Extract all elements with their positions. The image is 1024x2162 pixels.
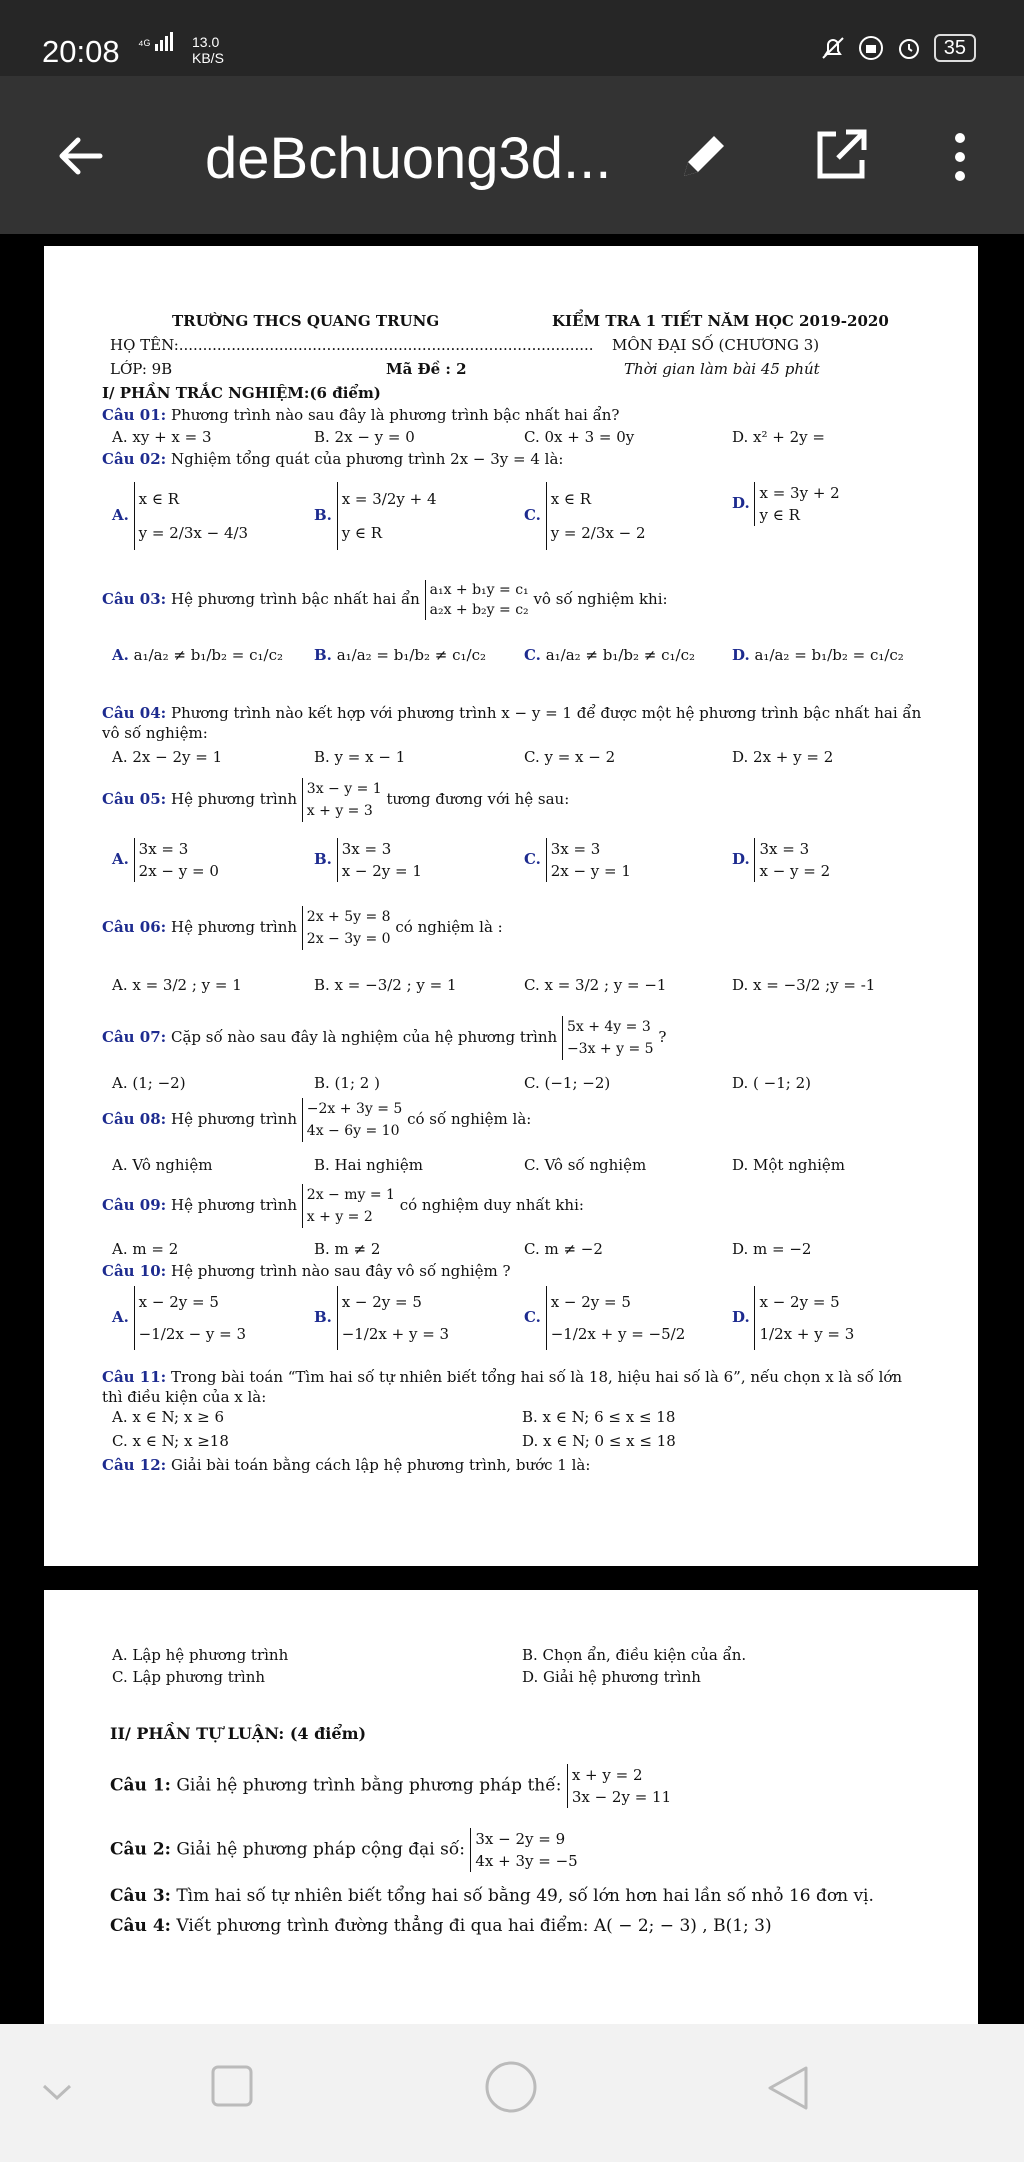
- part1-heading: I/ PHẦN TRẮC NGHIỆM:(6 điểm): [102, 384, 381, 402]
- q12-option-a: A. Lập hệ phương trình: [112, 1646, 289, 1664]
- more-options-icon[interactable]: [940, 128, 980, 186]
- q3-option-d: D. a₁/a₂ = b₁/b₂ = c₁/c₂: [732, 646, 904, 664]
- q2-option-d: D. x = 3y + 2 y ∈ R: [732, 484, 840, 524]
- mute-icon: [820, 35, 846, 61]
- question-6: Câu 06: Hệ phương trình 2x + 5y = 8 2x − 3y = 0 có nghiệm là :: [102, 906, 503, 950]
- essay-1: Câu 1: Giải hệ phương trình bằng phương pháp thế: x + y = 2 3x − 2y = 11: [110, 1766, 672, 1806]
- q11-option-c: C. x ∈ N; x ≥18: [112, 1432, 229, 1450]
- q8-option-c: C. Vô số nghiệm: [524, 1156, 647, 1174]
- edit-pencil-icon[interactable]: [676, 128, 732, 184]
- question-1: Câu 01: Phương trình nào sau đây là phương trình bậc nhất hai ẩn?: [102, 406, 620, 424]
- q3-option-b: B. a₁/a₂ = b₁/b₂ ≠ c₁/c₂: [314, 646, 487, 664]
- back-triangle-icon[interactable]: [764, 2064, 812, 2112]
- q8-option-d: D. Một nghiệm: [732, 1156, 846, 1174]
- name-line: HỌ TÊN:.......................................................................................: [110, 336, 594, 354]
- document-viewer[interactable]: [0, 234, 1024, 2024]
- q10-option-b: B. x − 2y = 5 −1/2x + y = 3: [314, 1286, 449, 1350]
- exam-title: KIỂM TRA 1 TIẾT NĂM HỌC 2019-2020: [552, 312, 889, 330]
- q7-option-a: A. (1; −2): [112, 1074, 186, 1092]
- q4-option-a: A. 2x − 2y = 1: [112, 748, 223, 766]
- q6-option-c: C. x = 3/2 ; y = −1: [524, 976, 667, 994]
- question-4-cont: vô số nghiệm:: [102, 724, 208, 742]
- question-11-cont: thì điều kiện của x là:: [102, 1388, 267, 1406]
- chevron-down-icon[interactable]: [40, 2080, 74, 2104]
- question-4: Câu 04: Phương trình nào kết hợp với phương trình x − y = 1 để được một hệ phương trình bậc nhất hai ẩn: [102, 704, 922, 722]
- q9-option-d: D. m = −2: [732, 1240, 812, 1258]
- q11-option-b: B. x ∈ N; 6 ≤ x ≤ 18: [522, 1408, 676, 1426]
- q6-option-a: A. x = 3/2 ; y = 1: [112, 976, 242, 994]
- q9-option-b: B. m ≠ 2: [314, 1240, 381, 1258]
- question-7: Câu 07: Cặp số nào sau đây là nghiệm của hệ phương trình 5x + 4y = 3 −3x + y = 5 ?: [102, 1016, 666, 1060]
- q8-option-a: A. Vô nghiệm: [112, 1156, 213, 1174]
- question-3: Câu 03: Hệ phương trình bậc nhất hai ẩn a₁x + b₁y = c₁ a₂x + b₂y = c₂ vô số nghiệm khi:: [102, 582, 668, 618]
- q7-option-d: D. ( −1; 2): [732, 1074, 811, 1092]
- q5-option-a: A. 3x = 3 2x − y = 0: [112, 840, 219, 880]
- question-8: Câu 08: Hệ phương trình −2x + 3y = 5 4x − 6y = 10 có số nghiệm là:: [102, 1098, 531, 1142]
- q4-option-d: D. 2x + y = 2: [732, 748, 834, 766]
- q8-option-b: B. Hai nghiệm: [314, 1156, 423, 1174]
- part2-heading: II/ PHẦN TỰ LUẬN: (4 điểm): [110, 1724, 367, 1743]
- app-toolbar: [0, 76, 1024, 234]
- q9-option-a: A. m = 2: [112, 1240, 179, 1258]
- q6-option-d: D. x = −3/2 ;y = -1: [732, 976, 876, 994]
- clock: 20:08: [42, 34, 120, 69]
- school-name: TRƯỜNG THCS QUANG TRUNG: [172, 312, 440, 330]
- q7-option-b: B. (1; 2 ): [314, 1074, 380, 1092]
- q11-option-a: A. x ∈ N; x ≥ 6: [112, 1408, 224, 1426]
- question-11: Câu 11: Trong bài toán “Tìm hai số tự nhiên biết tổng hai số là 18, hiệu hai số là 6”, nếu chọn x là số lớn: [102, 1368, 903, 1386]
- subject: MÔN ĐẠI SỐ (CHƯƠNG 3): [612, 336, 820, 354]
- q4-option-c: C. y = x − 2: [524, 748, 616, 766]
- question-12: Câu 12: Giải bài toán bằng cách lập hệ phương trình, bước 1 là:: [102, 1456, 591, 1474]
- q2-option-a: A. x ∈ R y = 2/3x − 4/3: [112, 482, 248, 550]
- document-page-1: [44, 246, 978, 1566]
- q1-option-c: C. 0x + 3 = 0y: [524, 428, 635, 446]
- q5-option-b: B. 3x = 3 x − 2y = 1: [314, 840, 422, 880]
- q7-option-c: C. (−1; −2): [524, 1074, 611, 1092]
- q5-option-c: C. 3x = 3 2x − y = 1: [524, 840, 631, 880]
- q3-option-a: A. a₁/a₂ ≠ b₁/b₂ = c₁/c₂: [112, 646, 283, 664]
- q10-option-d: D. x − 2y = 5 1/2x + y = 3: [732, 1286, 854, 1350]
- q3-option-c: C. a₁/a₂ ≠ b₁/b₂ ≠ c₁/c₂: [524, 646, 696, 664]
- essay-3: Câu 3: Tìm hai số tự nhiên biết tổng hai số bằng 49, số lớn hơn hai lần số nhỏ 16 đơn vị.: [110, 1886, 874, 1906]
- question-9: Câu 09: Hệ phương trình 2x − my = 1 x + y = 2 có nghiệm duy nhất khi:: [102, 1184, 584, 1228]
- essay-2: Câu 2: Giải hệ phương pháp cộng đại số: 3x − 2y = 9 4x + 3y = −5: [110, 1830, 578, 1870]
- system-nav-bar: [0, 2024, 1024, 2162]
- question-2: Câu 02: Nghiệm tổng quát của phương trình 2x − 3y = 4 là:: [102, 450, 564, 468]
- q2-option-b: B. x = 3/2y + 4 y ∈ R: [314, 482, 437, 550]
- q10-option-c: C. x − 2y = 5 −1/2x + y = −5/2: [524, 1286, 685, 1350]
- alarm-icon: [896, 35, 922, 61]
- q10-option-a: A. x − 2y = 5 −1/2x − y = 3: [112, 1286, 246, 1350]
- q12-option-c: C. Lập phương trình: [112, 1668, 266, 1686]
- q1-option-a: A. xy + x = 3: [112, 428, 212, 446]
- status-bar: [0, 0, 1024, 76]
- network-speed: 13.0 KB/S: [192, 34, 224, 66]
- document-page-2: [44, 1590, 978, 2024]
- q2-option-c: C. x ∈ R y = 2/3x − 2: [524, 482, 646, 550]
- q12-option-b: B. Chọn ẩn, điều kiện của ẩn.: [522, 1646, 747, 1664]
- q12-option-d: D. Giải hệ phương trình: [522, 1668, 701, 1686]
- exam-code: Mã Đề : 2: [386, 360, 467, 378]
- q1-option-b: B. 2x − y = 0: [314, 428, 415, 446]
- essay-4: Câu 4: Viết phương trình đường thẳng đi qua hai điểm: A( − 2; − 3) , B(1; 3): [110, 1916, 772, 1936]
- status-icons: [820, 34, 976, 62]
- battery-icon: 35: [934, 34, 976, 62]
- document-title: deBchuong3d...: [205, 126, 612, 191]
- signal-icon: ⁴ᴳ: [138, 30, 176, 52]
- q11-option-d: D. x ∈ N; 0 ≤ x ≤ 18: [522, 1432, 676, 1450]
- q5-option-d: D. 3x = 3 x − y = 2: [732, 840, 831, 880]
- q9-option-c: C. m ≠ −2: [524, 1240, 603, 1258]
- open-external-icon[interactable]: [812, 126, 870, 184]
- q6-option-b: B. x = −3/2 ; y = 1: [314, 976, 457, 994]
- class: LỚP: 9B: [110, 360, 173, 378]
- exam-time: Thời gian làm bài 45 phút: [624, 360, 820, 378]
- data-saver-icon: [858, 35, 884, 61]
- q4-option-b: B. y = x − 1: [314, 748, 406, 766]
- home-circle-icon[interactable]: [484, 2060, 538, 2114]
- back-arrow-icon[interactable]: [52, 128, 108, 184]
- q1-option-d: D. x² + 2y =: [732, 428, 825, 446]
- recents-square-icon[interactable]: [210, 2064, 254, 2108]
- question-10: Câu 10: Hệ phương trình nào sau đây vô số nghiệm ?: [102, 1262, 511, 1280]
- question-5: Câu 05: Hệ phương trình 3x − y = 1 x + y = 3 tương đương với hệ sau:: [102, 778, 569, 822]
